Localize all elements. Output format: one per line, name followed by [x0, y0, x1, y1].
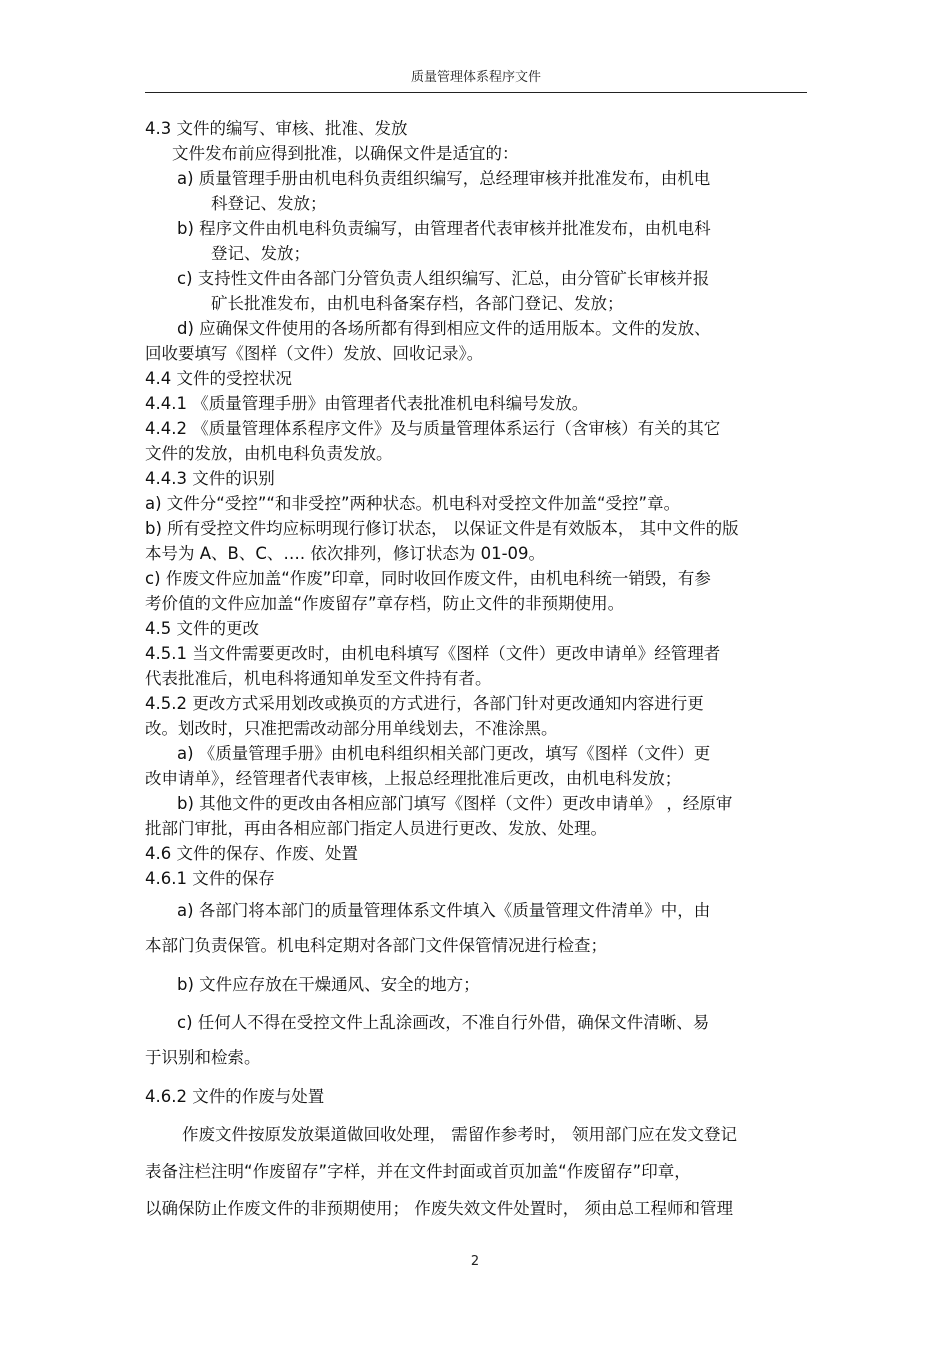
clause-4-6-2-para-cont: 以确保防止作废文件的非预期使用； 作废失效文件处置时， 须由总工程师和管理 — [145, 1199, 733, 1218]
list-item-d-cont: 回收要填写《图样（文件）发放、回收记录》。 — [145, 344, 484, 363]
clause-4-6-1-a-cont: 本部门负责保管。机电科定期对各部门文件保管情况进行检查； — [145, 936, 607, 955]
header-divider — [145, 92, 807, 93]
clause-4-4-3-a: a) 文件分“受控”“和非受控”两种状态。机电科对受控文件加盖“受控”章。 — [145, 494, 681, 513]
list-item-b-cont: 登记、发放； — [211, 244, 310, 263]
clause-4-4-1: 4.4.1 《质量管理手册》由管理者代表批准机电科编号发放。 — [145, 394, 589, 413]
section-heading-4-3: 4.3 文件的编写、审核、批准、发放 — [145, 119, 408, 138]
clause-4-6-2-para-cont: 表备注栏注明“作废留存”字样，并在文件封面或首页加盖“作废留存”印章， — [145, 1162, 691, 1181]
clause-4-4-2: 4.4.2 《质量管理体系程序文件》及与质量管理体系运行（含审核）有关的其它 — [145, 419, 721, 438]
clause-4-5-1-cont: 代表批准后，机电科将通知单发至文件持有者。 — [145, 669, 492, 688]
list-item-d: d) 应确保文件使用的各场所都有得到相应文件的适用版本。文件的发放、 — [177, 319, 711, 338]
clause-4-5-2-b-cont: 批部门审批，再由各相应部门指定人员进行更改、发放、处理。 — [145, 819, 607, 838]
clause-4-4-3-c-cont: 考价值的文件应加盖“作废留存”章存档，防止文件的非预期使用。 — [145, 594, 625, 613]
clause-4-5-2: 4.5.2 更改方式采用划改或换页的方式进行，各部门针对更改通知内容进行更 — [145, 694, 704, 713]
list-item-c-cont: 矿长批准发布，由机电科备案存档，各部门登记、发放； — [211, 294, 624, 313]
clause-4-4-3-b-cont: 本号为 A、B、C、…. 依次排列，修订状态为 01-09。 — [145, 544, 546, 563]
section-heading-4-4: 4.4 文件的受控状况 — [145, 369, 292, 388]
list-item-b: b) 程序文件由机电科负责编写，由管理者代表审核并批准发布，由机电科 — [177, 219, 711, 238]
clause-4-6-2-para: 作废文件按原发放渠道做回收处理， 需留作参考时， 领用部门应在发文登记 — [182, 1125, 737, 1144]
clause-4-5-2-b: b) 其他文件的更改由各相应部门填写《图样（文件）更改申请单》 ，经原审 — [177, 794, 733, 813]
clause-4-6-1-c-cont: 于识别和检索。 — [145, 1048, 261, 1067]
list-item-a-cont: 科登记、发放； — [211, 194, 327, 213]
clause-4-5-2-a: a) 《质量管理手册》由机电科组织相关部门更改，填写《图样（文件）更 — [177, 744, 711, 763]
clause-4-4-3-c: c) 作废文件应加盖“作废”印章，同时收回作废文件，由机电科统一销毁，有参 — [145, 569, 711, 588]
clause-4-5-2-a-cont: 改申请单》，经管理者代表审核，上报总经理批准后更改，由机电科发放； — [145, 769, 682, 788]
clause-4-4-2-cont: 文件的发放，由机电科负责发放。 — [145, 444, 393, 463]
clause-4-6-1-c: c) 任何人不得在受控文件上乱涂画改，不准自行外借，确保文件清晰、易 — [177, 1013, 710, 1032]
clause-4-4-3-b: b) 所有受控文件均应标明现行修订状态， 以保证文件是有效版本， 其中文件的版 — [145, 519, 739, 538]
clause-4-6-1-a: a) 各部门将本部门的质量管理体系文件填入《质量管理文件清单》中，由 — [177, 901, 711, 920]
clause-4-4-3: 4.4.3 文件的识别 — [145, 469, 275, 488]
clause-4-6-2: 4.6.2 文件的作废与处置 — [145, 1087, 325, 1106]
section-heading-4-6: 4.6 文件的保存、作废、处置 — [145, 844, 358, 863]
page-header-title: 质量管理体系程序文件 — [410, 70, 541, 85]
page-number: 2 — [470, 1254, 480, 1269]
clause-4-6-1-b: b) 文件应存放在干燥通风、安全的地方； — [177, 975, 480, 994]
clause-4-5-2-cont: 改。划改时，只准把需改动部分用单线划去，不准涂黑。 — [145, 719, 558, 738]
section-heading-4-5: 4.5 文件的更改 — [145, 619, 259, 638]
list-item-c: c) 支持性文件由各部门分管负责人组织编写、汇总，由分管矿长审核并报 — [177, 269, 710, 288]
list-item-a: a) 质量管理手册由机电科负责组织编写，总经理审核并批准发布，由机电 — [177, 169, 711, 188]
clause-4-6-1: 4.6.1 文件的保存 — [145, 869, 275, 888]
clause-4-5-1: 4.5.1 当文件需要更改时，由机电科填写《图样（文件）更改申请单》经管理者 — [145, 644, 721, 663]
paragraph-line: 文件发布前应得到批准，以确保文件是适宜的： — [172, 144, 519, 163]
